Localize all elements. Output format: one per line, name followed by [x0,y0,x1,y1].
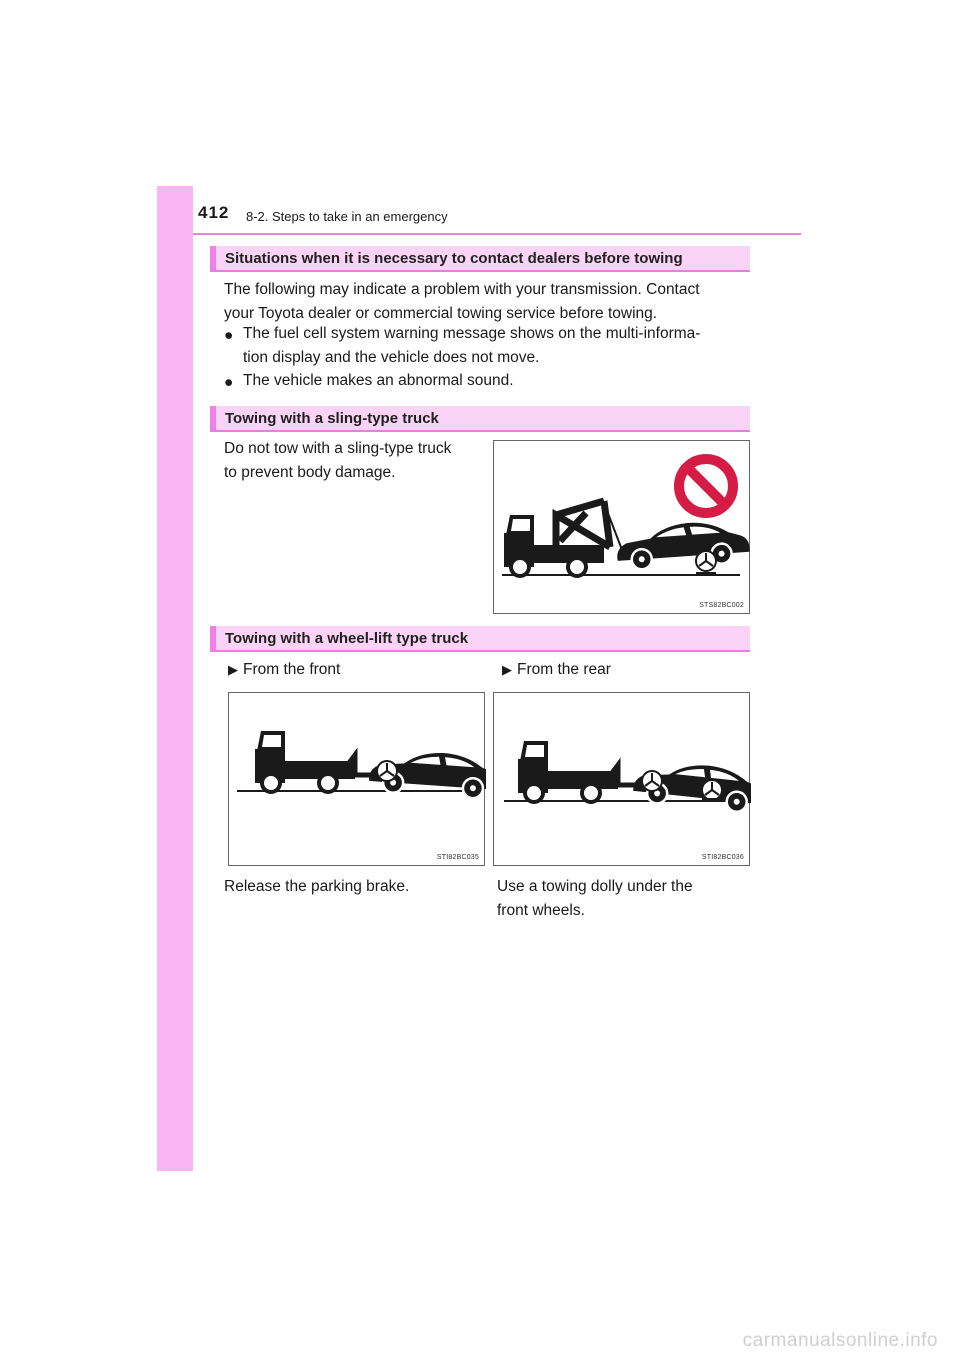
heading-sling-type [210,406,750,432]
bullet-item [243,369,746,393]
figure-code: STI82BC036 [701,854,744,861]
front-tow-illustration [228,692,485,866]
column-label-rear: From the rear [517,661,611,678]
sling-tow-illustration [493,440,750,614]
triangle-right-icon: ▶ [502,662,512,677]
prohibited-icon [679,459,733,513]
caption-line: Use a towing dolly under the [497,878,693,895]
rear-tow-illustration [493,692,750,866]
intro-line: The following may indicate a problem with your transmission. Contact [224,281,700,298]
bullet-line: The vehicle makes an abnormal sound. [243,372,514,389]
header-rule [193,233,801,235]
bullet-dot-icon: ● [224,374,234,391]
front-caption [224,875,480,899]
sling-warning-text [224,437,480,485]
bullet-line: tion display and the vehicle does not move. [243,349,540,366]
section-title: 8-2. Steps to take in an emergency [246,209,448,224]
column-label-front: From the front [243,661,341,678]
figure-code: STI82BC035 [436,854,479,861]
heading-text: Towing with a wheel-lift type truck [225,630,469,647]
triangle-right-icon: ▶ [228,662,238,677]
heading-text: Situations when it is necessary to contact dealers before towing [225,250,683,267]
intro-paragraph [224,278,746,326]
bullet-line: The fuel cell system warning message shows on the multi-informa- [243,325,701,342]
caption-line: Release the parking brake. [224,878,410,895]
watermark: carmanualsonline.info [742,1330,938,1351]
text-line: to prevent body damage. [224,464,396,481]
page-number: 412 [198,203,230,222]
rear-caption [497,875,746,923]
intro-line: your Toyota dealer or commercial towing service before towing. [224,305,658,322]
heading-text: Towing with a sling-type truck [225,410,439,427]
caption-line: front wheels. [497,902,585,919]
bullet-dot-icon: ● [224,327,234,344]
bullet-item [243,322,746,370]
text-line: Do not tow with a sling-type truck [224,440,452,457]
heading-wheel-lift [210,626,750,652]
page-margin-bar [157,186,193,1171]
heading-contact-dealers [210,246,750,272]
figure-code: STS82BC002 [699,602,744,609]
